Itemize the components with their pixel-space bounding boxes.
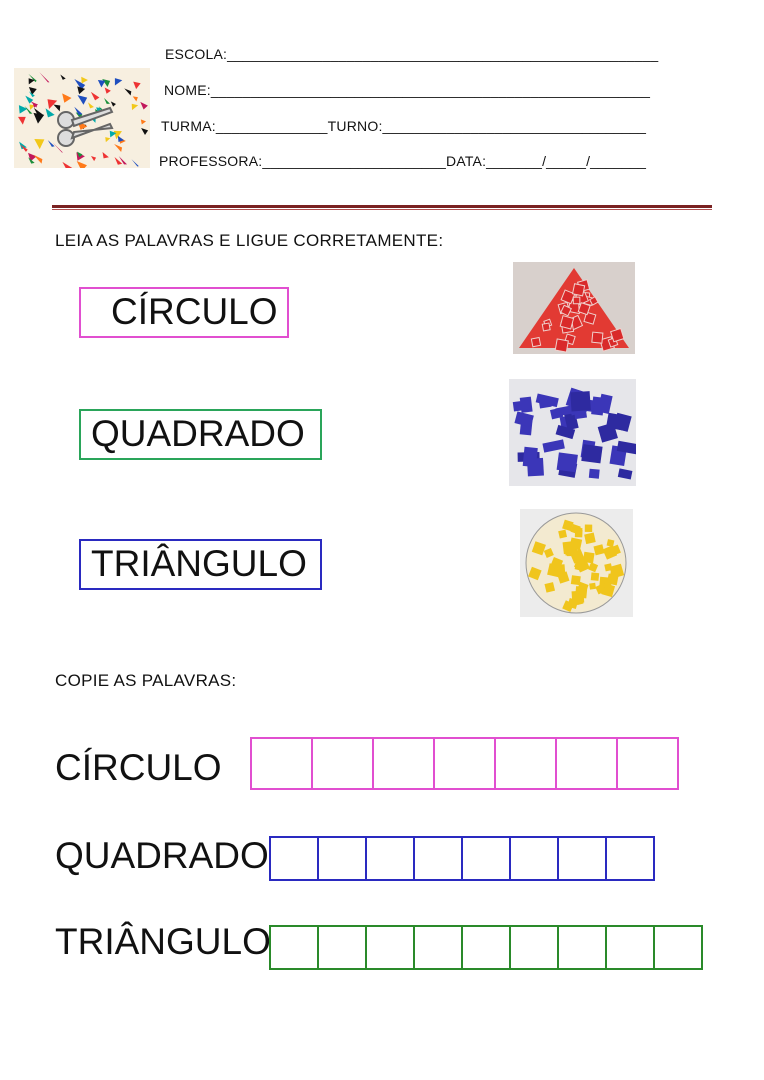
letter-box[interactable] [317, 836, 367, 881]
letter-box[interactable] [413, 836, 463, 881]
letter-box[interactable] [605, 925, 655, 970]
letter-box[interactable] [413, 925, 463, 970]
nome-field[interactable]: NOME:_______________________________________________________ [164, 82, 651, 98]
letter-box[interactable] [317, 925, 367, 970]
copy-word-circulo: CÍRCULO [55, 747, 222, 788]
word-box-quadrado[interactable]: QUADRADO [79, 409, 322, 460]
escola-field[interactable]: ESCOLA:______________________________________________________ [165, 46, 659, 62]
letter-box[interactable] [461, 836, 511, 881]
letter-box[interactable] [555, 737, 618, 790]
letter-box[interactable] [509, 836, 559, 881]
letter-box[interactable] [311, 737, 374, 790]
letter-box[interactable] [365, 836, 415, 881]
letter-box[interactable] [616, 737, 679, 790]
copy-word-quadrado: QUADRADO [55, 835, 269, 876]
letter-box[interactable] [433, 737, 496, 790]
copy-grid-quadrado[interactable] [269, 836, 655, 881]
letter-box[interactable] [372, 737, 435, 790]
letter-box[interactable] [509, 925, 559, 970]
turma-turno-field[interactable]: TURMA:______________TURNO:_________________________________ [161, 118, 647, 134]
blue-square-mosaic-image[interactable] [509, 379, 636, 486]
letter-box[interactable] [269, 836, 319, 881]
letter-box[interactable] [557, 836, 607, 881]
mosaic-scissors-logo [14, 68, 150, 168]
copy-word-triangulo: TRIÂNGULO [55, 921, 271, 962]
letter-box[interactable] [605, 836, 655, 881]
header-divider-thin [52, 209, 712, 210]
letter-box[interactable] [557, 925, 607, 970]
instruction-copy-words: COPIE AS PALAVRAS: [55, 671, 237, 690]
letter-box[interactable] [250, 737, 313, 790]
header-divider [52, 205, 712, 208]
word-box-circulo[interactable]: CÍRCULO [79, 287, 289, 338]
letter-box[interactable] [461, 925, 511, 970]
professora-data-field[interactable]: PROFESSORA:_______________________DATA:_______/_____/_______ [159, 153, 647, 169]
yellow-circle-mosaic-image[interactable] [520, 509, 633, 617]
letter-box[interactable] [269, 925, 319, 970]
letter-box[interactable] [365, 925, 415, 970]
red-triangle-mosaic-image[interactable] [513, 262, 635, 354]
copy-grid-triangulo[interactable] [269, 925, 703, 970]
instruction-read-and-link: LEIA AS PALAVRAS E LIGUE CORRETAMENTE: [55, 231, 444, 250]
copy-grid-circulo[interactable] [250, 737, 679, 790]
letter-box[interactable] [653, 925, 703, 970]
letter-box[interactable] [494, 737, 557, 790]
word-box-triangulo[interactable]: TRIÂNGULO [79, 539, 322, 590]
